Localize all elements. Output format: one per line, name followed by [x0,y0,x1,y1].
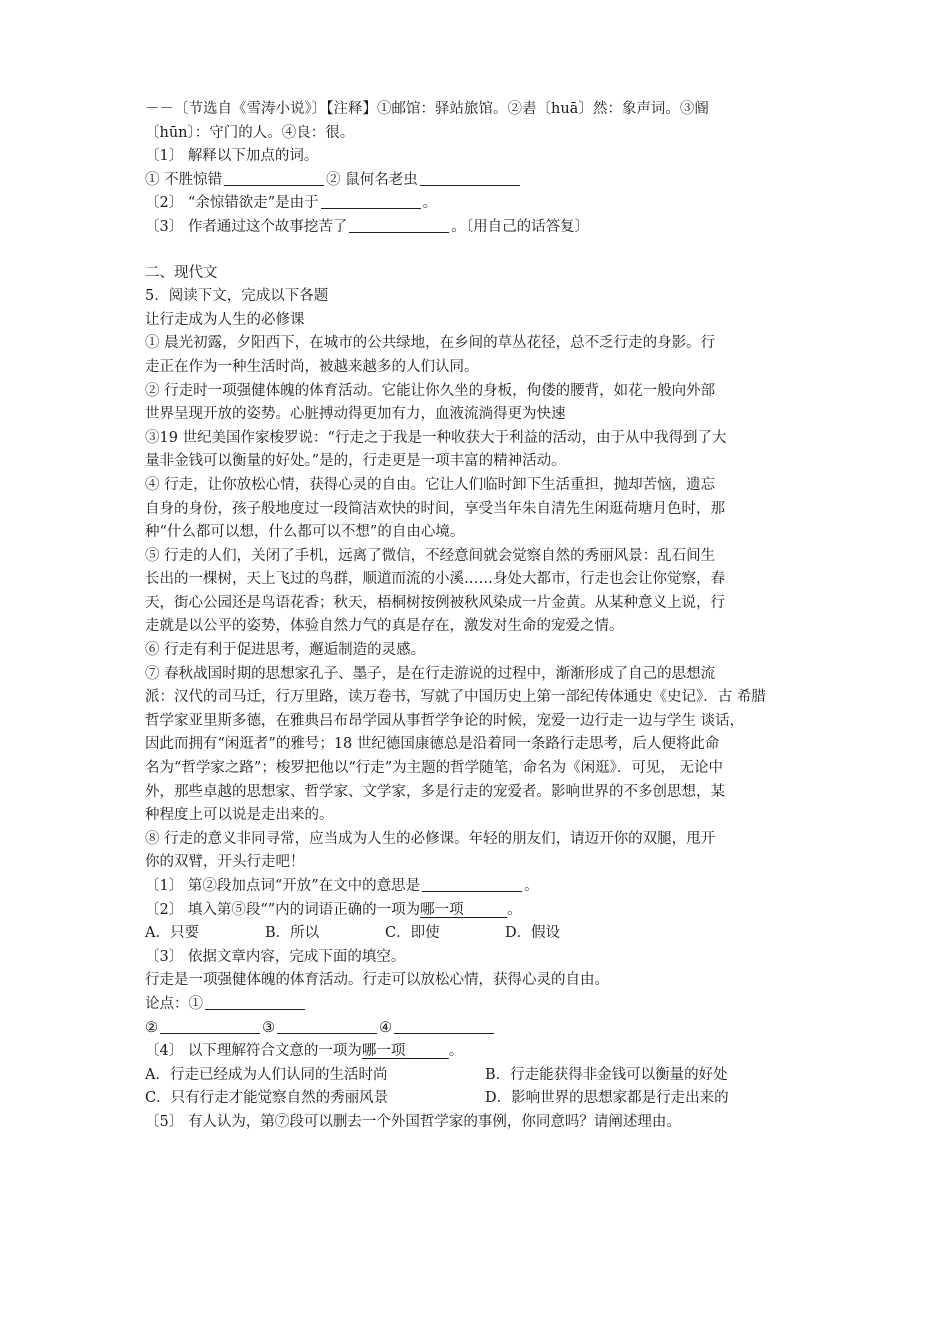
article-line: ③19 世纪美国作家梭罗说：“行走之于我是一种收获大于利益的活动，由于从中我得到了大 [145,429,727,446]
question-1: 〔1〕 解释以下加点的词。 [145,148,319,165]
modern-question-4-end: 。 [448,1043,464,1060]
answer-blank[interactable] [277,1018,377,1034]
article-line: 名为“哲学家之路”；梭罗把他以“行走”为主题的哲学随笔，命名为《闲逛》．可见， 无论中 [145,760,724,777]
article-title: 让行走成为人生的必修课 [145,311,305,328]
option-d[interactable]: D．影响世界的思想家都是行走出来的 [485,1090,729,1107]
question-2-text: 〔2〕 “余惊错欲走”是由于 [145,195,319,212]
article-line: 走正在作为一种生活时尚，被越来越多的人们认同。 [145,358,479,375]
article-line: 因此而拥有“闲逛者”的雅号；18 世纪德国康德总是沿着同一条路行走思考，后人便将此命 [145,736,720,753]
point-2-label: ② [145,1019,158,1036]
modern-question-4-options-row-2 [145,1087,825,1111]
article-line: ④ 行走，让你放松心情，获得心灵的自由。它让人们临时卸下生活重担，抛却苦恼，遗忘 [145,476,716,493]
modern-question-2-options [145,922,825,946]
answer-blank[interactable] [349,217,449,233]
point-4-label: ④ [379,1019,392,1036]
option-c[interactable]: C．只有行走才能觉察自然的秀丽风景 [145,1090,389,1107]
option-a[interactable]: A．行走已经成为人们认同的生活时尚 [145,1066,388,1083]
article-body [145,332,825,875]
answer-blank[interactable] [224,170,324,186]
question-1-items [145,169,825,193]
article-line: 走就是以公平的姿势，体验自然力气的真是存在，激发对生命的宠爱之情。 [145,618,624,635]
modern-question-3-stem: 行走是一项强健体魄的体育活动。行走可以放松心情，获得心灵的自由。 [145,972,609,989]
article-line: 外，那些卓越的思想家、哲学家、文学家，多是行走的宠爱者。影响世界的不多创思想，某 [145,783,725,800]
article-line: ⑤ 行走的人们，关闭了手机，远离了微信，不经意间就会觉察自然的秀丽风景：乱石间生 [145,547,716,564]
answer-blank[interactable] [205,994,305,1010]
point-3-label: ③ [262,1019,275,1036]
option-b[interactable]: B．行走能获得非金钱可以衡量的好处 [485,1066,728,1083]
modern-question-3-points [145,1017,825,1041]
question-3-end: 。〔用自己的话答复〕 [451,218,590,235]
article-line: 自身的身份，孩子般地度过一段简洁欢快的时间，享受当年朱自清先生闲逛荷塘月色时，那 [145,500,725,517]
article-line: ⑥ 行走有利于促进思考，邂逅制造的灵感。 [145,642,426,659]
modern-question-3-point-1 [145,993,825,1017]
modern-question-4-text: 〔4〕 以下理解符合文意的一项为 [145,1043,362,1060]
underlined-prompt: 哪一项 [420,901,464,918]
question-1-item-a: ① 不胜惊错 [145,171,223,188]
modern-question-4 [145,1040,825,1064]
question-3-text: 〔3〕 作者通过这个故事挖苦了 [145,218,348,235]
modern-question-3: 〔3〕 依据文章内容，完成下面的填空。 [145,948,406,965]
option-c[interactable]: C．即使 [385,925,440,942]
question-2 [145,192,825,216]
modern-question-1 [145,875,825,899]
article-line: 天，街心公园还是鸟语花香；秋天，梧桐树按例被秋风染成一片金黄。从某种意义上说，行 [145,594,725,611]
question-2-end: 。 [422,195,438,212]
modern-question-5: 〔5〕 有人认为，第⑦段可以删去一个外国哲学家的事例，你同意吗？请阐述理由。 [145,1113,681,1130]
modern-question-2-end: 。 [507,901,522,918]
answer-blank[interactable] [321,193,421,209]
annotation-line-1: －－〔节选自《雪涛小说》〕【注释】①邮馆：驿站旅馆。②砉〔huā〕然：象声词。③阍 [145,101,709,117]
article-line: 种“什么都可以想，什么都可以不想”的自由心境。 [145,524,465,541]
modern-question-2-text: 〔2〕 填入第⑤段“”内的词语正确的一项为 [145,901,421,918]
question-1-item-b: ② 鼠何名老虫 [326,171,418,188]
option-d[interactable]: D．假设 [505,925,561,942]
modern-question-1-end: 。 [524,878,539,894]
answer-blank[interactable] [160,1018,260,1034]
article-line: 长出的一棵树，天上飞过的鸟群，顺道而流的小溪……身处大都市，行走也会让你觉察，春 [145,571,725,588]
annotation-line-2: 〔hūn〕：守门的人。④良：很。 [145,124,355,141]
task-instruction: 5．阅读下文，完成以下各题 [145,288,329,305]
point-label: 论点：① [145,995,203,1012]
article-line: 世界呈现开放的姿势。心脏搏动得更加有力，血液流淌得更为快速 [145,406,566,423]
article-line: ⑦ 春秋战国时期的思想家孔子、墨子，是在行走游说的过程中，渐渐形成了自己的思想流 [145,665,716,682]
answer-blank[interactable] [422,876,522,892]
question-3 [145,216,825,240]
article-line: 哲学家亚里斯多德，在雅典吕布昂学园从事哲学争论的时候，宠爱一边行走一边与学生 谈话， [145,712,745,729]
article-line: 种程度上可以说是走出来的。 [145,807,334,824]
article-line: ⑧ 行走的意义非同寻常，应当成为人生的必修课。年轻的朋友们，请迈开你的双腿，甩开 [145,830,716,847]
modern-question-2 [145,899,825,923]
article-line: ② 行走时一项强健体魄的体育活动。它能让你久坐的身板，佝偻的腰背，如花一般向外部 [145,382,716,399]
modern-question-4-options-row-1 [145,1064,825,1088]
answer-blank[interactable] [394,1018,494,1034]
modern-question-1-text: 〔1〕 第②段加点词“开放”在文中的意思是 [145,878,421,894]
article-line: 派：汉代的司马迁，行万里路，读万卷书，写就了中国历史上第一部纪传体通史《史记》．古 希腊 [145,689,766,706]
underlined-prompt: 哪一项 [361,1043,406,1060]
section-heading: 二、现代文 [145,264,218,281]
answer-blank[interactable] [420,170,520,186]
article-line: ① 晨光初露，夕阳西下，在城市的公共绿地，在乡间的草丛花径，总不乏行走的身影。行 [145,335,716,352]
option-b[interactable]: B．所以 [265,925,320,942]
document-page [145,98,825,1135]
option-a[interactable]: A．只要 [145,925,199,942]
article-line: 你的双臂，开头行走吧！ [145,854,305,871]
article-line: 量非金钱可以衡量的好处。”是的，行走更是一项丰富的精神活动。 [145,453,566,470]
